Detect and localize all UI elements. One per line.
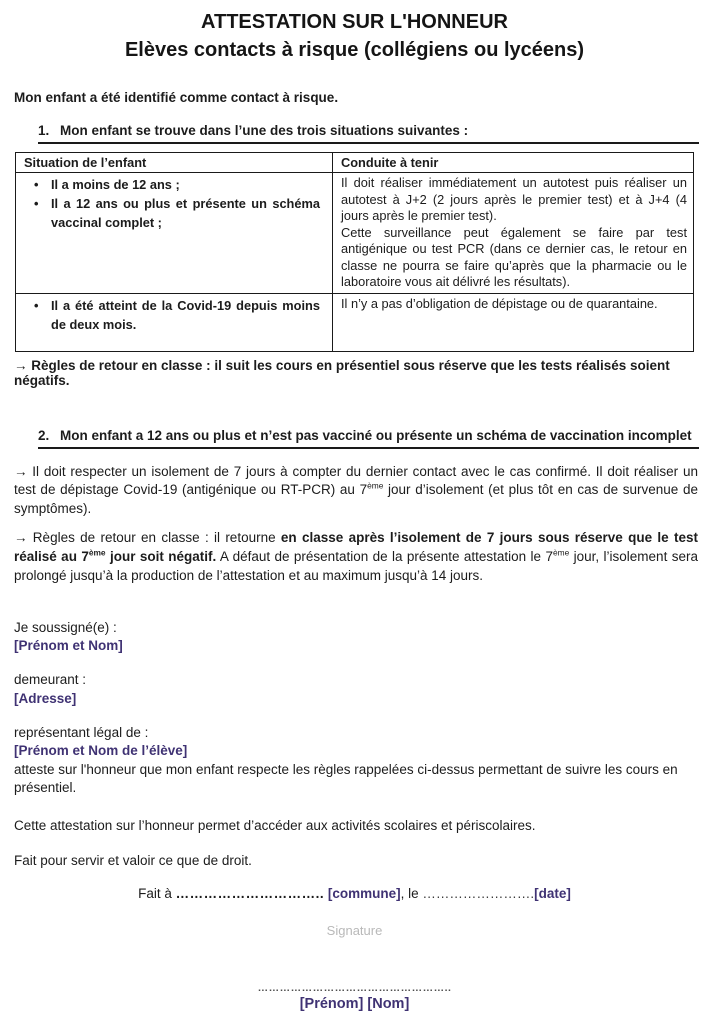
- conduite-paragraph: Cette surveillance peut également se faire par test antigénique ou test PCR (dans ce dernier cas, le retour en classe ne pourra se faire qu’après que la pharmacie ou le laboratoire vous ait délivré les résultats).: [341, 224, 687, 289]
- situation-bullet-1: [24, 175, 326, 194]
- declarant-block: [14, 619, 698, 655]
- declarant-name-placeholder: [Prénom et Nom]: [14, 638, 123, 654]
- section1-return-rule: → Règles de retour en classe : il suit les cours en présentiel sous réserve que les tests réalisés soient négatifs.: [14, 357, 670, 388]
- section2-isolation-paragraph: [14, 463, 698, 520]
- section1-heading-text: Mon enfant se trouve dans l’une des trois situations suivantes :: [60, 123, 469, 138]
- ordinal-superscript: ème: [367, 480, 384, 491]
- document-title-line1: ATTESTATION SUR L'HONNEUR: [201, 11, 508, 33]
- signature-dotted-line: ……………………………………………..: [257, 981, 452, 994]
- situation-bullet-text: Il a moins de 12 ans ;: [51, 177, 180, 192]
- access-statement: Cette attestation sur l’honneur permet d’accéder aux activités scolaires et périscolaires.: [14, 817, 536, 833]
- bullet-icon: •: [34, 196, 39, 212]
- conduite-cell-1: [333, 173, 694, 294]
- column-header-conduite: Conduite à tenir: [333, 153, 694, 173]
- situation-bullet-text: Il a 12 ans ou plus et présente un schéma vaccinal complet ;: [51, 196, 320, 231]
- legal-representative-block: [14, 724, 698, 798]
- section1-heading: [38, 123, 699, 144]
- document-title-line2: Elèves contacts à risque (collégiens ou lycéens): [124, 39, 585, 61]
- conduite-cell-2: [333, 293, 694, 351]
- section2-heading: [38, 428, 699, 449]
- signatory-name-placeholder: [Prénom] [Nom]: [299, 995, 410, 1012]
- return-rule-bold-text: jour soit négatif.: [105, 549, 217, 565]
- return-rule-text: → Règles de retour en classe : il retourne: [14, 530, 281, 546]
- table-header-row: [16, 153, 694, 173]
- address-label: demeurant :: [14, 672, 87, 688]
- commune-dotted-field: …………………………..: [175, 885, 325, 901]
- signature-label: Signature: [326, 922, 383, 938]
- declarant-label: Je soussigné(e) :: [14, 619, 117, 635]
- document-title: [0, 8, 709, 64]
- section2-number: 2.: [38, 427, 50, 443]
- situations-table: [15, 152, 694, 352]
- table-row: [16, 293, 694, 351]
- address-block: [14, 671, 698, 707]
- isolation-text: jour d’isolement (et plus tôt en cas de survenue de symptômes).: [14, 482, 698, 517]
- situation-bullet-2: [24, 194, 326, 232]
- ordinal-superscript: ème: [552, 547, 570, 558]
- address-placeholder: [Adresse]: [14, 690, 77, 706]
- le-label: , le: [400, 885, 423, 901]
- section2-return-rule-paragraph: [14, 529, 698, 586]
- student-name-placeholder: [Prénom et Nom de l’élève]: [14, 742, 188, 758]
- conduite-paragraph: Il doit réaliser immédiatement un autotest puis réaliser un autotest à J+2 (2 jours après le premier test) et à J+4 (4 jours après le premier test).: [341, 175, 687, 223]
- situation-bullet-text: Il a été atteint de la Covid-19 depuis moins de deux mois.: [51, 297, 320, 332]
- ordinal-superscript: ème: [88, 547, 106, 558]
- return-rule-bold-text: [89, 549, 106, 564]
- fait-a-label: Fait à: [138, 885, 176, 901]
- table-row: [16, 173, 694, 294]
- date-placeholder: [date]: [534, 885, 571, 901]
- situation-cell-1: [16, 173, 333, 294]
- validity-statement: Fait pour servir et valoir ce que de droit.: [14, 852, 252, 868]
- conduite-paragraph: Il n’y a pas d’obligation de dépistage ou de quarantaine.: [341, 295, 658, 311]
- situation-cell-2: [16, 293, 333, 351]
- legal-representative-label: représentant légal de :: [14, 724, 149, 740]
- situation-bullet-3: [24, 296, 326, 334]
- attest-statement: atteste sur l'honneur que mon enfant respecte les règles rappelées ci-dessus permettant de suivre les cours en présentiel.: [14, 762, 678, 796]
- section2-heading-text: Mon enfant a 12 ans ou plus et n’est pas vacciné ou présente un schéma de vaccination incomplet: [60, 427, 692, 443]
- return-rule-text: A défaut de présentation de la présente attestation le 7: [216, 549, 553, 565]
- return-rule-bold-text: en classe après l’isolement de 7 jours sous réserve que le test réalisé au 7: [14, 530, 699, 565]
- bullet-icon: •: [34, 297, 39, 313]
- column-header-situation: Situation de l’enfant: [16, 153, 333, 173]
- section1-number: 1.: [38, 123, 50, 138]
- place-date-line: [0, 886, 709, 901]
- bullet-icon: •: [34, 177, 39, 192]
- isolation-text: → Il doit respecter un isolement de 7 jours à compter du dernier contact avec le cas confirmé. Il doit réaliser un test de dépistage Covid-19 (antigénique ou RT-PCR) au 7: [14, 463, 698, 498]
- commune-placeholder: [commune]: [327, 885, 401, 901]
- date-dotted-field: …………………….: [422, 885, 535, 901]
- return-rule-text: jour, l’isolement sera prolongé jusqu’à la production de l’attestation et au maximum jusqu’à 14 jours.: [14, 549, 698, 583]
- intro-statement: Mon enfant a été identifié comme contact à risque.: [14, 90, 339, 105]
